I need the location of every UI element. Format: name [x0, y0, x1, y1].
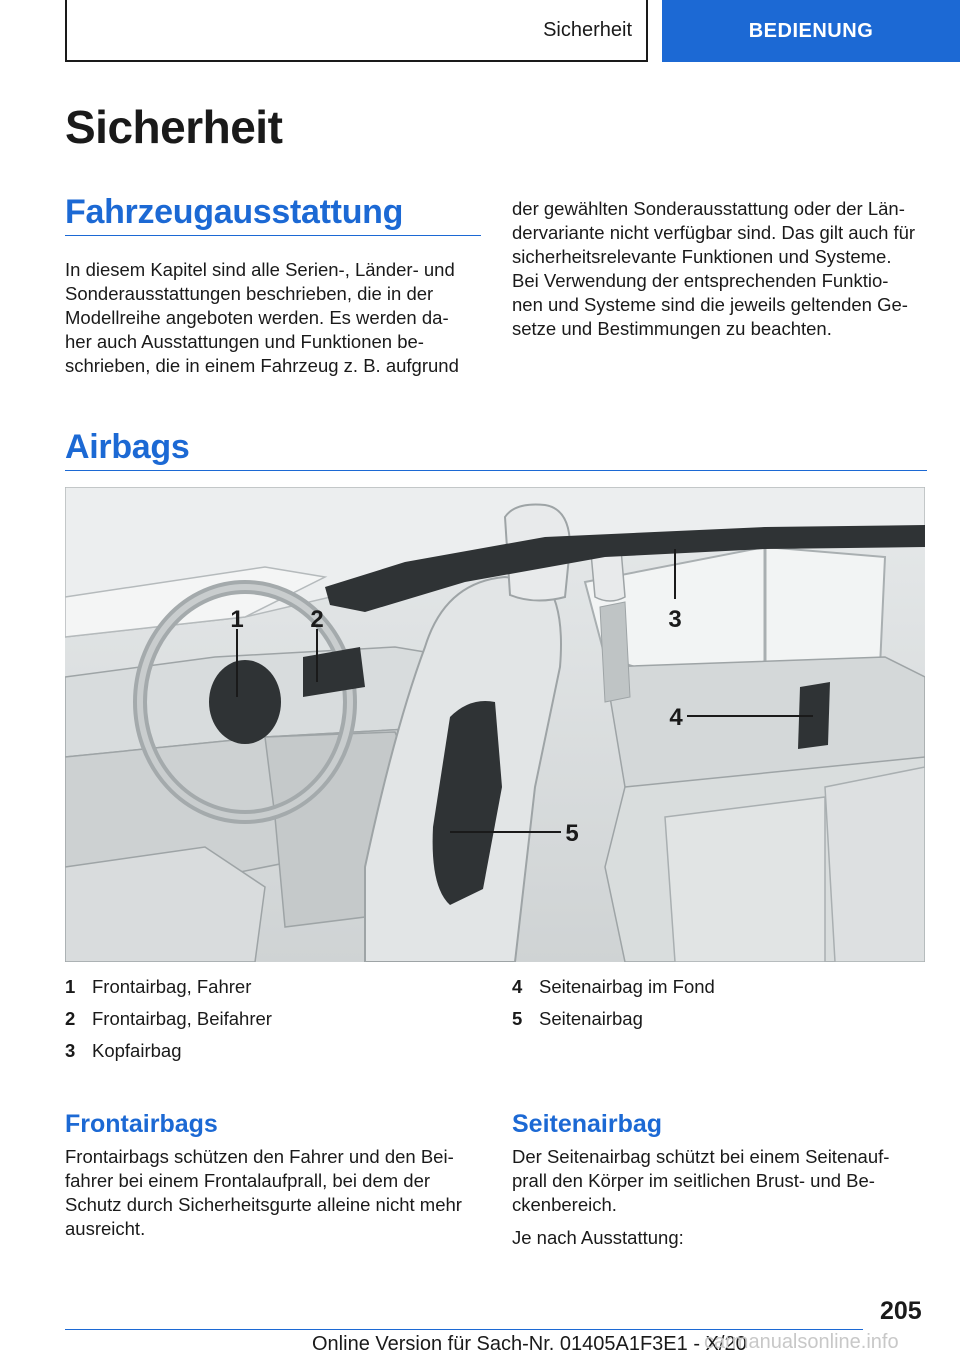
text-line: Modellreihe angeboten werden. Es werden da-: [65, 307, 449, 328]
callout-1: 1: [230, 606, 244, 633]
header-chapter-tab[interactable]: [662, 0, 960, 62]
legend-label: Seitenairbag im Fond: [539, 976, 715, 997]
legend-item: [65, 1007, 272, 1031]
equipment-text-right: [512, 197, 942, 341]
text-line: schrieben, die in einem Fahrzeug z. B. aufgrund: [65, 355, 459, 376]
car-interior-drawing: [65, 487, 925, 962]
text-line: nen und Systeme sind die jeweils geltenden Ge-: [512, 294, 908, 315]
legend-number: 1: [65, 976, 76, 997]
airbag-illustration: [65, 487, 925, 962]
text-line: Schutz durch Sicherheitsgurte alleine nicht mehr: [65, 1194, 462, 1215]
footer-rule: [65, 1329, 863, 1330]
legend-label: Seitenairbag: [539, 1008, 643, 1029]
legend-number: 5: [512, 1008, 523, 1029]
legend-label: Frontairbag, Fahrer: [92, 976, 252, 997]
legend-label: Frontairbag, Beifahrer: [92, 1008, 272, 1029]
text-line: dervariante nicht verfügbar sind. Das gilt auch für: [512, 222, 916, 243]
legend-label: Kopfairbag: [92, 1040, 182, 1061]
text-line: ckenbereich.: [512, 1194, 617, 1215]
text-line: Der Seitenairbag schützt bei einem Seitenauf-: [512, 1146, 890, 1167]
legend-number: 2: [65, 1008, 76, 1029]
text-line: sicherheitsrelevante Funktionen und Systeme.: [512, 246, 892, 267]
text-line: setze und Bestimmungen zu beachten.: [512, 318, 832, 339]
text-line: fahrer bei einem Frontalaufprall, bei dem der: [65, 1170, 431, 1191]
page-number: 205: [880, 1297, 922, 1325]
seitenairbag-note: Je nach Ausstattung:: [512, 1227, 684, 1248]
text-line: Sonderausstattungen beschrieben, die in der: [65, 283, 434, 304]
legend-item: [512, 1007, 643, 1031]
legend-number: 3: [65, 1040, 76, 1061]
text-line: Frontairbags schützen den Fahrer und den Bei-: [65, 1146, 454, 1167]
page-title: Sicherheit: [65, 101, 283, 153]
text-line: der gewählten Sonderausstattung oder der Län-: [512, 198, 905, 219]
airbags-heading-rule: [65, 470, 927, 471]
seitenairbag-heading: Seitenairbag: [512, 1110, 663, 1138]
header-chapter-label: BEDIENUNG: [748, 19, 874, 42]
text-line: prall den Körper im seitlichen Brust- und Be-: [512, 1170, 875, 1191]
equipment-heading-rule: [65, 235, 481, 236]
text-line: her auch Ausstattungen und Funktionen be-: [65, 331, 424, 352]
callout-4: 4: [669, 704, 683, 731]
callout-5: 5: [565, 820, 579, 847]
equipment-text-left: [65, 258, 485, 378]
legend-item: [512, 975, 715, 999]
footer-version-text: Online Version für Sach-Nr. 01405A1F3E1 - X/20: [312, 1333, 747, 1355]
airbag-driver-front: [209, 660, 281, 744]
text-line: ausreicht.: [65, 1218, 146, 1239]
frontairbags-heading: Frontairbags: [65, 1110, 218, 1138]
text-line: Bei Verwendung der entsprechenden Funktio-: [512, 270, 889, 291]
text-line: In diesem Kapitel sind alle Serien-, Länder- und: [65, 259, 455, 280]
legend-item: [65, 1039, 181, 1063]
legend-item: [65, 975, 251, 999]
callout-3: 3: [668, 606, 682, 633]
callout-2: 2: [310, 606, 324, 633]
frontairbags-text: [65, 1145, 495, 1241]
watermark-logo: carmanualsonline.info: [704, 1331, 899, 1353]
header-section-tab: [65, 0, 648, 62]
header-section-label: Sicherheit: [543, 18, 632, 41]
airbags-heading: Airbags: [65, 428, 190, 466]
seitenairbag-text: [512, 1145, 942, 1250]
legend-number: 4: [512, 976, 523, 997]
equipment-heading: Fahrzeugausstattung: [65, 193, 404, 231]
